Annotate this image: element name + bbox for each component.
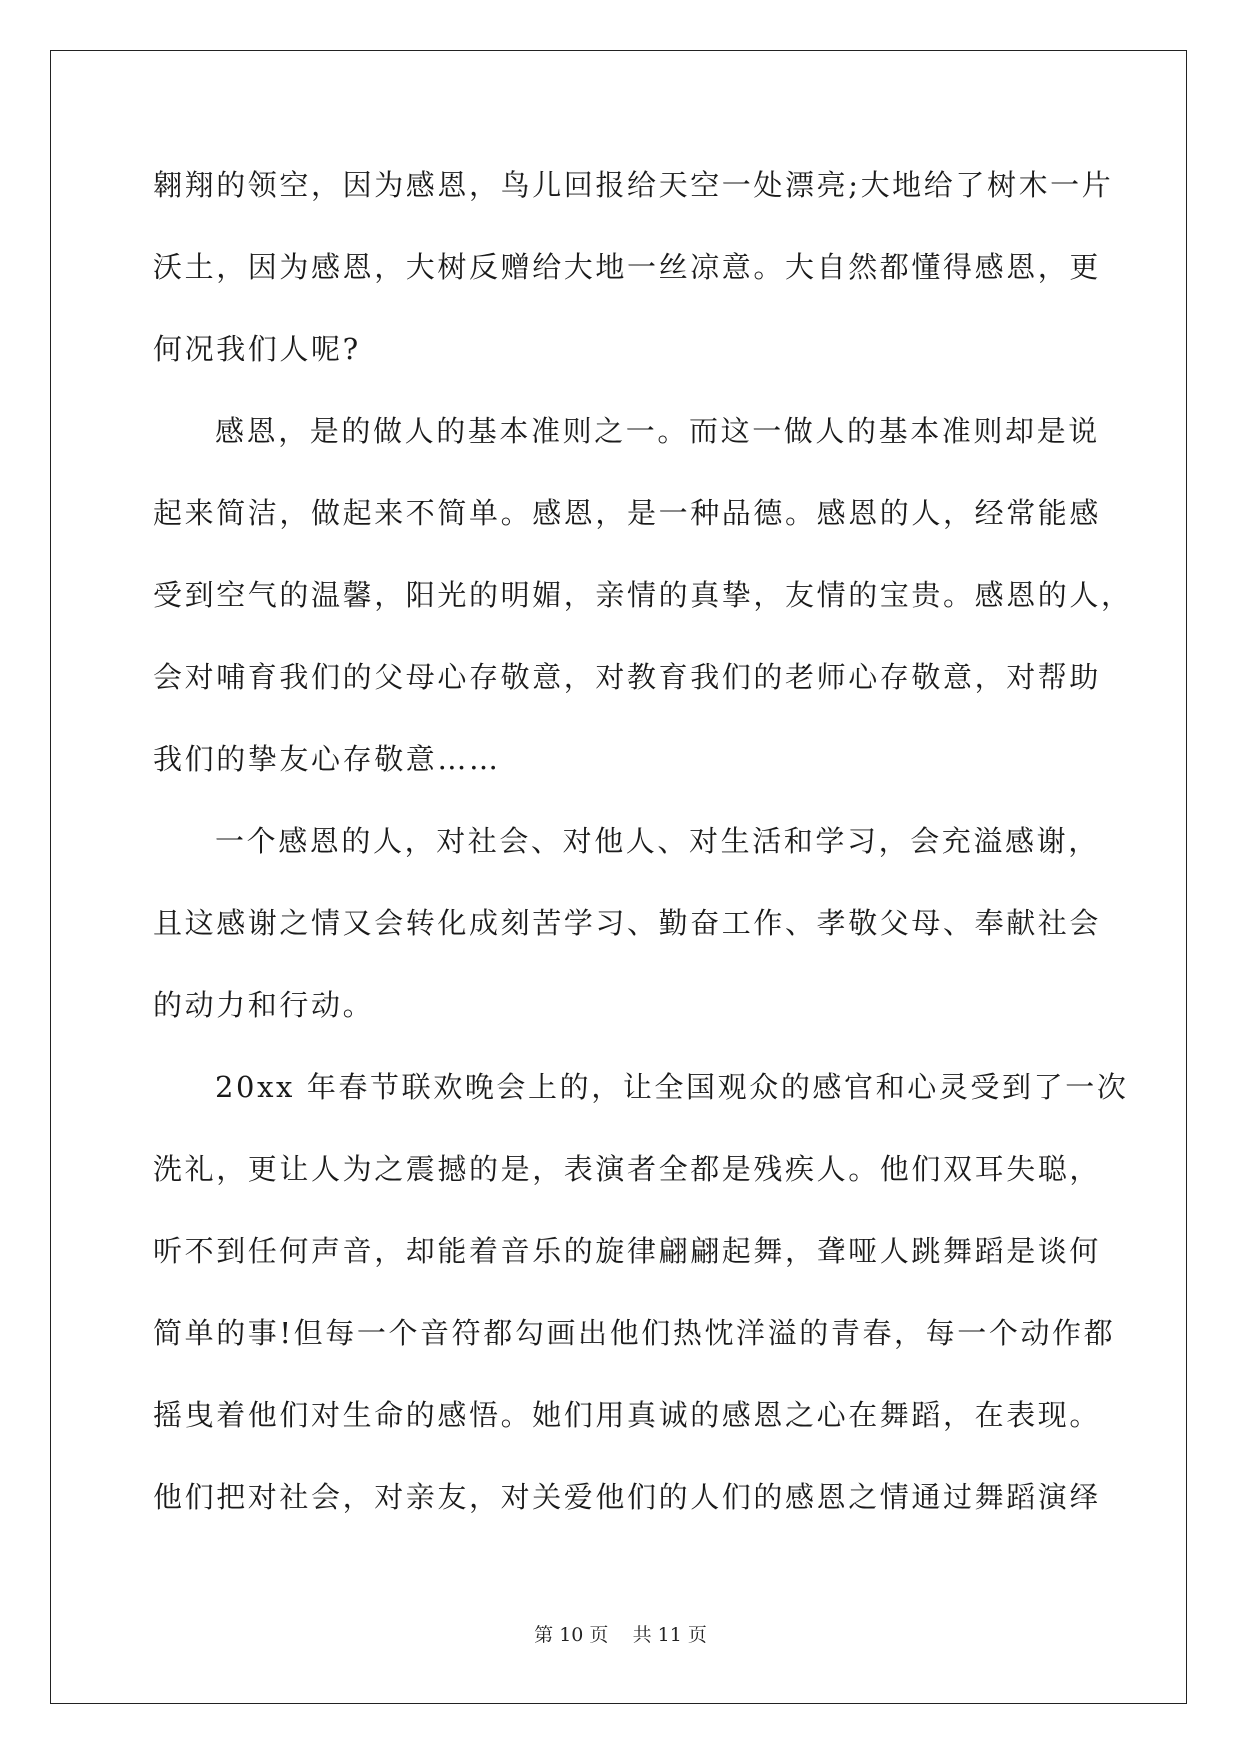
text-line: 他们把对社会，对亲友，对关爱他们的人们的感恩之情通过舞蹈演绎 xyxy=(153,1480,1102,1514)
text-line: 受到空气的温馨，阳光的明媚，亲情的真挚，友情的宝贵。感恩的人， xyxy=(153,578,1133,612)
text-line: 且这感谢之情又会转化成刻苦学习、勤奋工作、孝敬父母、奉献社会 xyxy=(153,906,1102,940)
document-body xyxy=(153,160,1133,1554)
page-footer xyxy=(0,1620,1241,1647)
text-line: 洗礼，更让人为之震撼的是，表演者全都是残疾人。他们双耳失聪， xyxy=(153,1152,1102,1186)
page-number: 第 10 页 共 11 页 xyxy=(534,1624,707,1646)
paragraph-first-line: 20xx 年春节联欢晚会上的，让全国观众的感官和心灵受到了一次 xyxy=(215,1070,1129,1104)
text-line: 翱翔的领空，因为感恩，鸟儿回报给天空一处漂亮;大地给了树木一片 xyxy=(153,168,1114,202)
text-line: 会对哺育我们的父母心存敬意，对教育我们的老师心存敬意，对帮助 xyxy=(153,660,1102,694)
text-line: 沃土，因为感恩，大树反赠给大地一丝凉意。大自然都懂得感恩，更 xyxy=(153,250,1102,284)
text-line: 的动力和行动。 xyxy=(153,988,375,1022)
text-line: 摇曳着他们对生命的感悟。她们用真诚的感恩之心在舞蹈，在表现。 xyxy=(153,1398,1102,1432)
text-line: 简单的事!但每一个音符都勾画出他们热忱洋溢的青春，每一个动作都 xyxy=(153,1316,1116,1350)
text-line: 起来简洁，做起来不简单。感恩，是一种品德。感恩的人，经常能感 xyxy=(153,496,1102,530)
text-line: 听不到任何声音，却能着音乐的旋律翩翩起舞，聋哑人跳舞蹈是谈何 xyxy=(153,1234,1102,1268)
text-line: 我们的挚友心存敬意…… xyxy=(153,742,501,776)
paragraph-first-line: 一个感恩的人，对社会、对他人、对生活和学习，会充溢感谢， xyxy=(215,824,1100,858)
paragraph-first-line: 感恩，是的做人的基本准则之一。而这一做人的基本准则却是说 xyxy=(215,414,1100,448)
text-line: 何况我们人呢? xyxy=(153,332,361,366)
